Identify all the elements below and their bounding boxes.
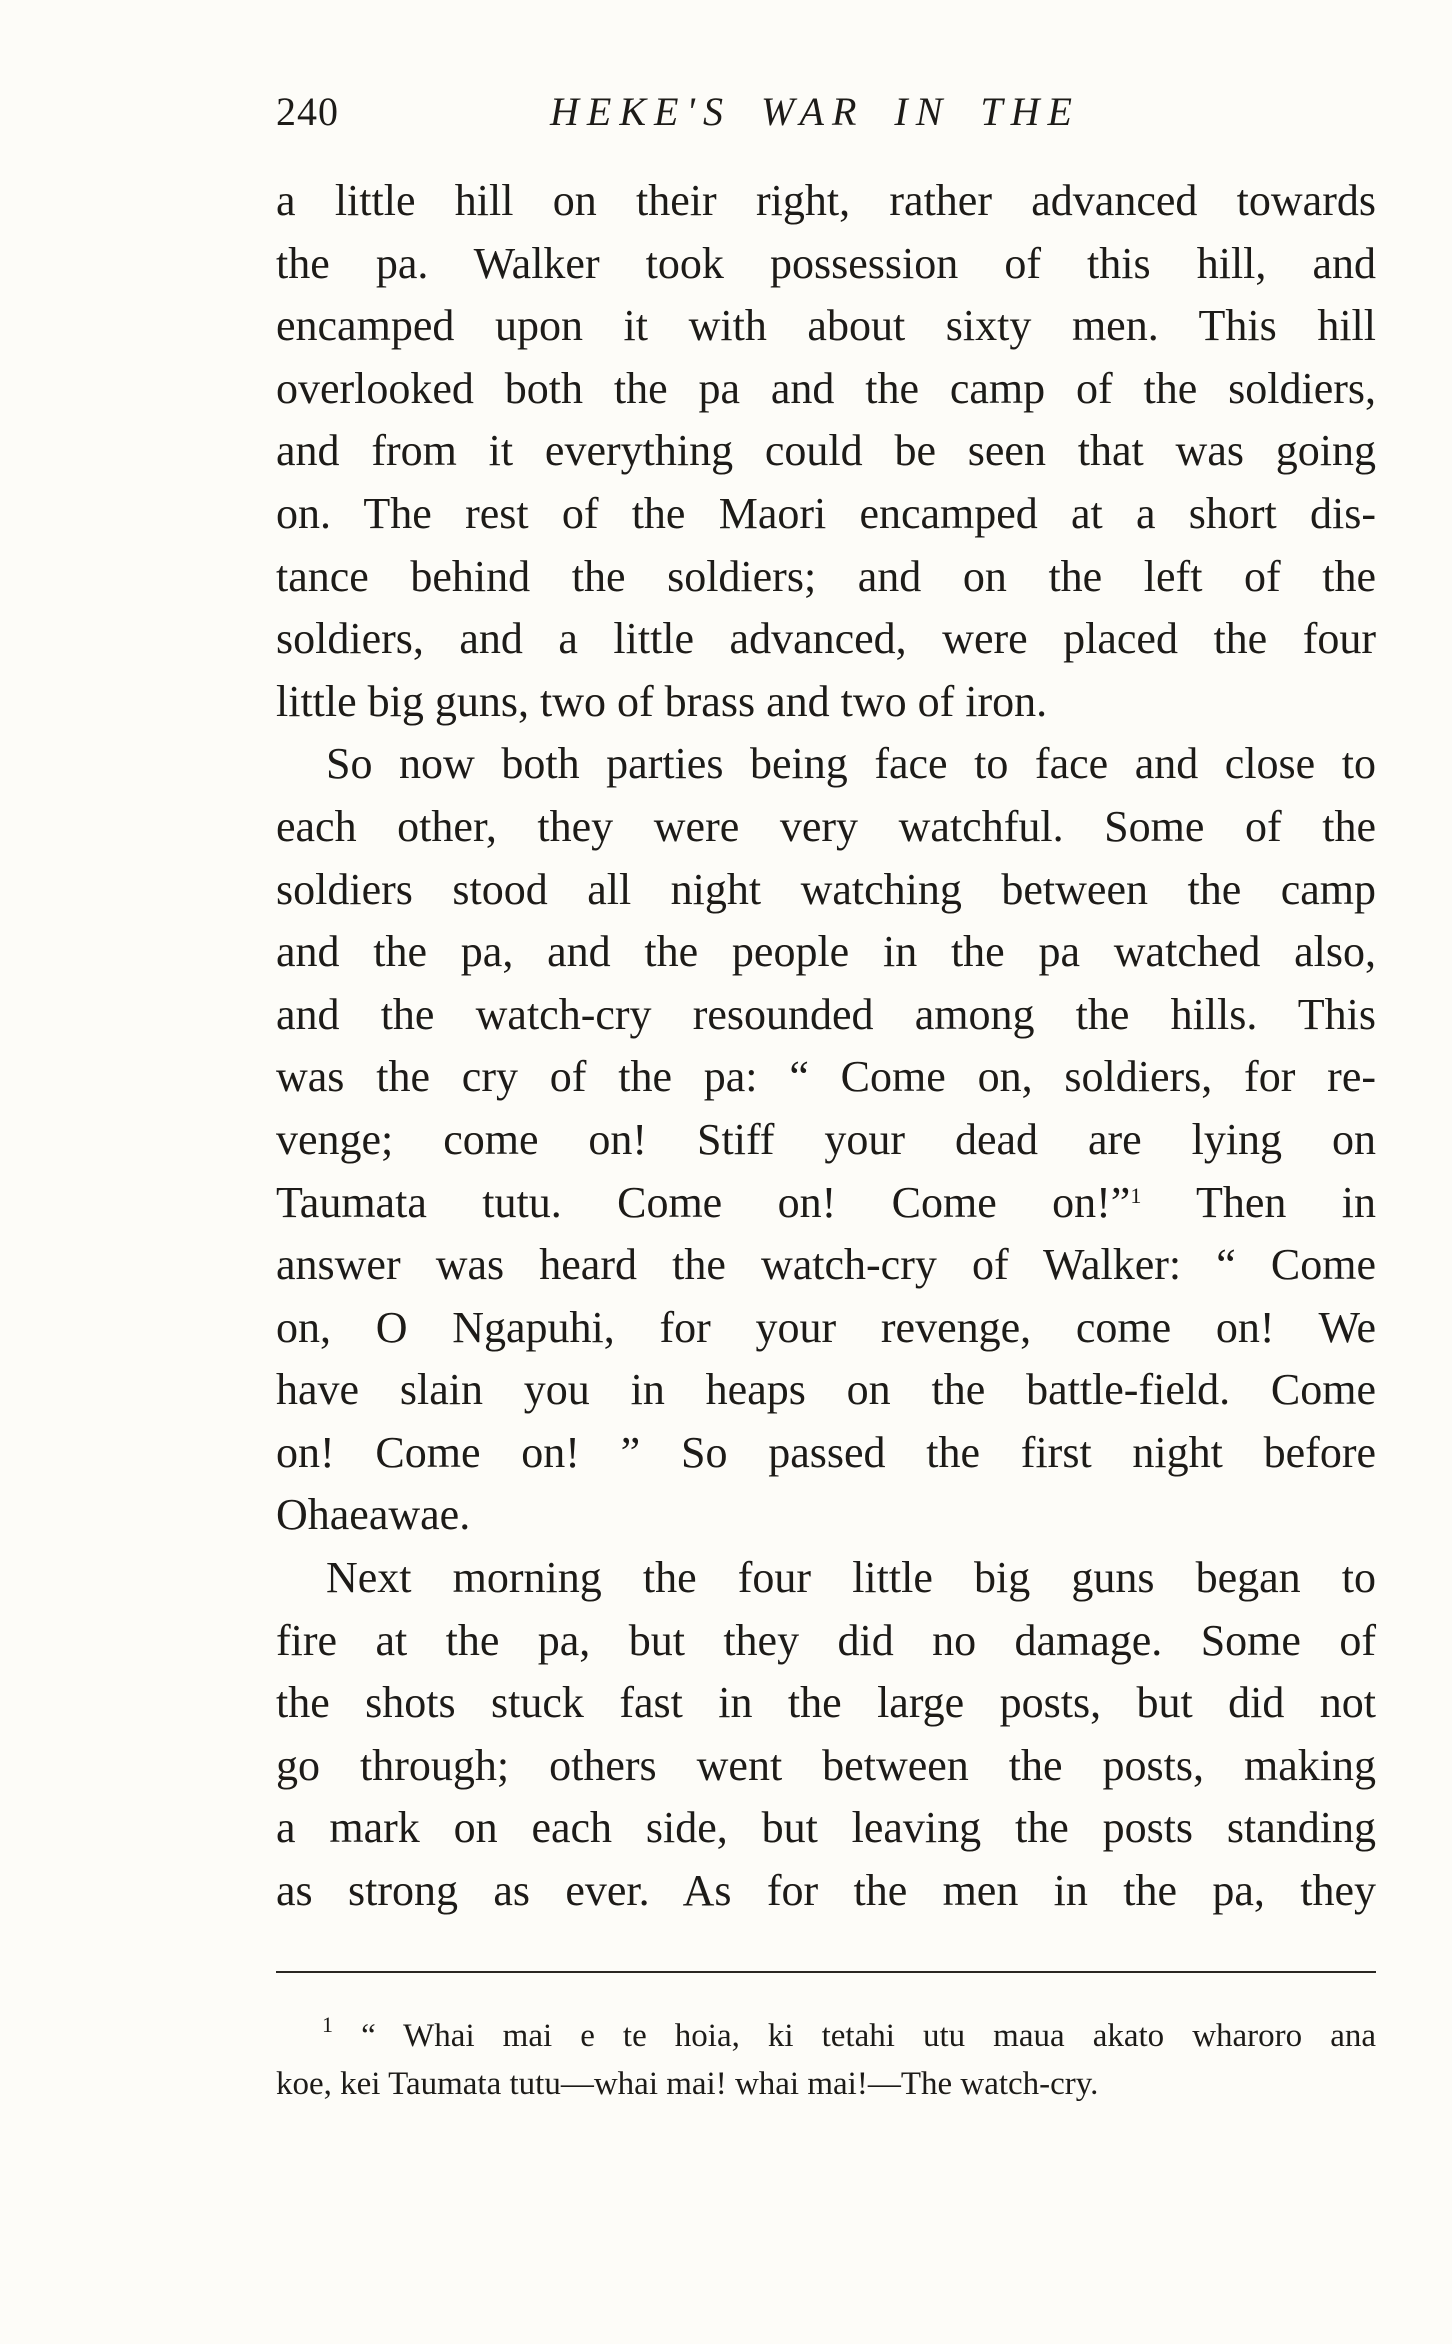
footnote-marker: 1 xyxy=(322,2012,333,2037)
text-line: soldiers stood all night watching between the camp xyxy=(276,864,1376,914)
text-line: venge; come on! Stiff your dead are lying on xyxy=(276,1114,1376,1164)
text-line: little big guns, two of brass and two of iron. xyxy=(276,676,1048,726)
text-line: as strong as ever. As for the men in the pa, they xyxy=(276,1866,1376,1916)
footnote-line: koe, kei Taumata tutu—whai mai! whai mai!—The watch-cry. xyxy=(276,2066,1099,2102)
text-line: and from it everything could be seen that was going xyxy=(276,426,1376,476)
text-line: soldiers, and a little advanced, were placed the four xyxy=(276,614,1376,664)
footnote-divider xyxy=(276,1971,1376,1973)
text-line: answer was heard the watch-cry of Walker: “ Come xyxy=(276,1240,1376,1290)
footnote xyxy=(276,2012,1376,2108)
body-text xyxy=(276,170,1376,1923)
page-number: 240 xyxy=(276,89,339,134)
text-line: and the pa, and the people in the pa watched also, xyxy=(276,927,1376,977)
text-line: have slain you in heaps on the battle-field. Come xyxy=(276,1365,1376,1415)
text-line: Next morning the four little big guns began to xyxy=(326,1553,1376,1603)
footnote-text: “ Whai mai e te hoia, ki tetahi utu maua akato wharoro ana xyxy=(361,2018,1377,2054)
text-line: the pa. Walker took possession of this hill, and xyxy=(276,238,1376,288)
running-head xyxy=(276,88,1376,148)
text-line: go through; others went between the posts, making xyxy=(276,1740,1376,1790)
text-line: Ohaeawae. xyxy=(276,1490,471,1540)
text-fragment: Taumata tutu. Come on! Come on!” xyxy=(276,1177,1131,1227)
text-line-with-footnote xyxy=(276,1172,1376,1235)
text-fragment: Then in xyxy=(1195,1177,1376,1227)
text-line: on, O Ngapuhi, for your revenge, come on! We xyxy=(276,1302,1376,1352)
text-line: tance behind the soldiers; and on the left of the xyxy=(276,551,1376,601)
footnote-line xyxy=(276,2012,1376,2060)
text-line: on! Come on! ” So passed the first night before xyxy=(276,1427,1376,1477)
text-line: overlooked both the pa and the camp of the soldiers, xyxy=(276,363,1376,413)
running-title: HEKE'S WAR IN THE xyxy=(550,89,1080,134)
text-line: and the watch-cry resounded among the hills. This xyxy=(276,989,1376,1039)
text-line: each other, they were very watchful. Some of the xyxy=(276,801,1376,851)
text-line: the shots stuck fast in the large posts, but did not xyxy=(276,1678,1376,1728)
text-line: encamped upon it with about sixty men. This hill xyxy=(276,301,1376,351)
text-line: a mark on each side, but leaving the posts standing xyxy=(276,1803,1376,1853)
text-line: was the cry of the pa: “ Come on, soldiers, for re- xyxy=(276,1052,1376,1102)
footnote-reference: 1 xyxy=(1130,1182,1142,1208)
text-line: a little hill on their right, rather advanced towards xyxy=(276,176,1376,225)
text-line: on. The rest of the Maori encamped at a short dis- xyxy=(276,488,1376,538)
text-line: So now both parties being face to face and close to xyxy=(326,739,1376,789)
text-line: fire at the pa, but they did no damage. Some of xyxy=(276,1615,1376,1665)
